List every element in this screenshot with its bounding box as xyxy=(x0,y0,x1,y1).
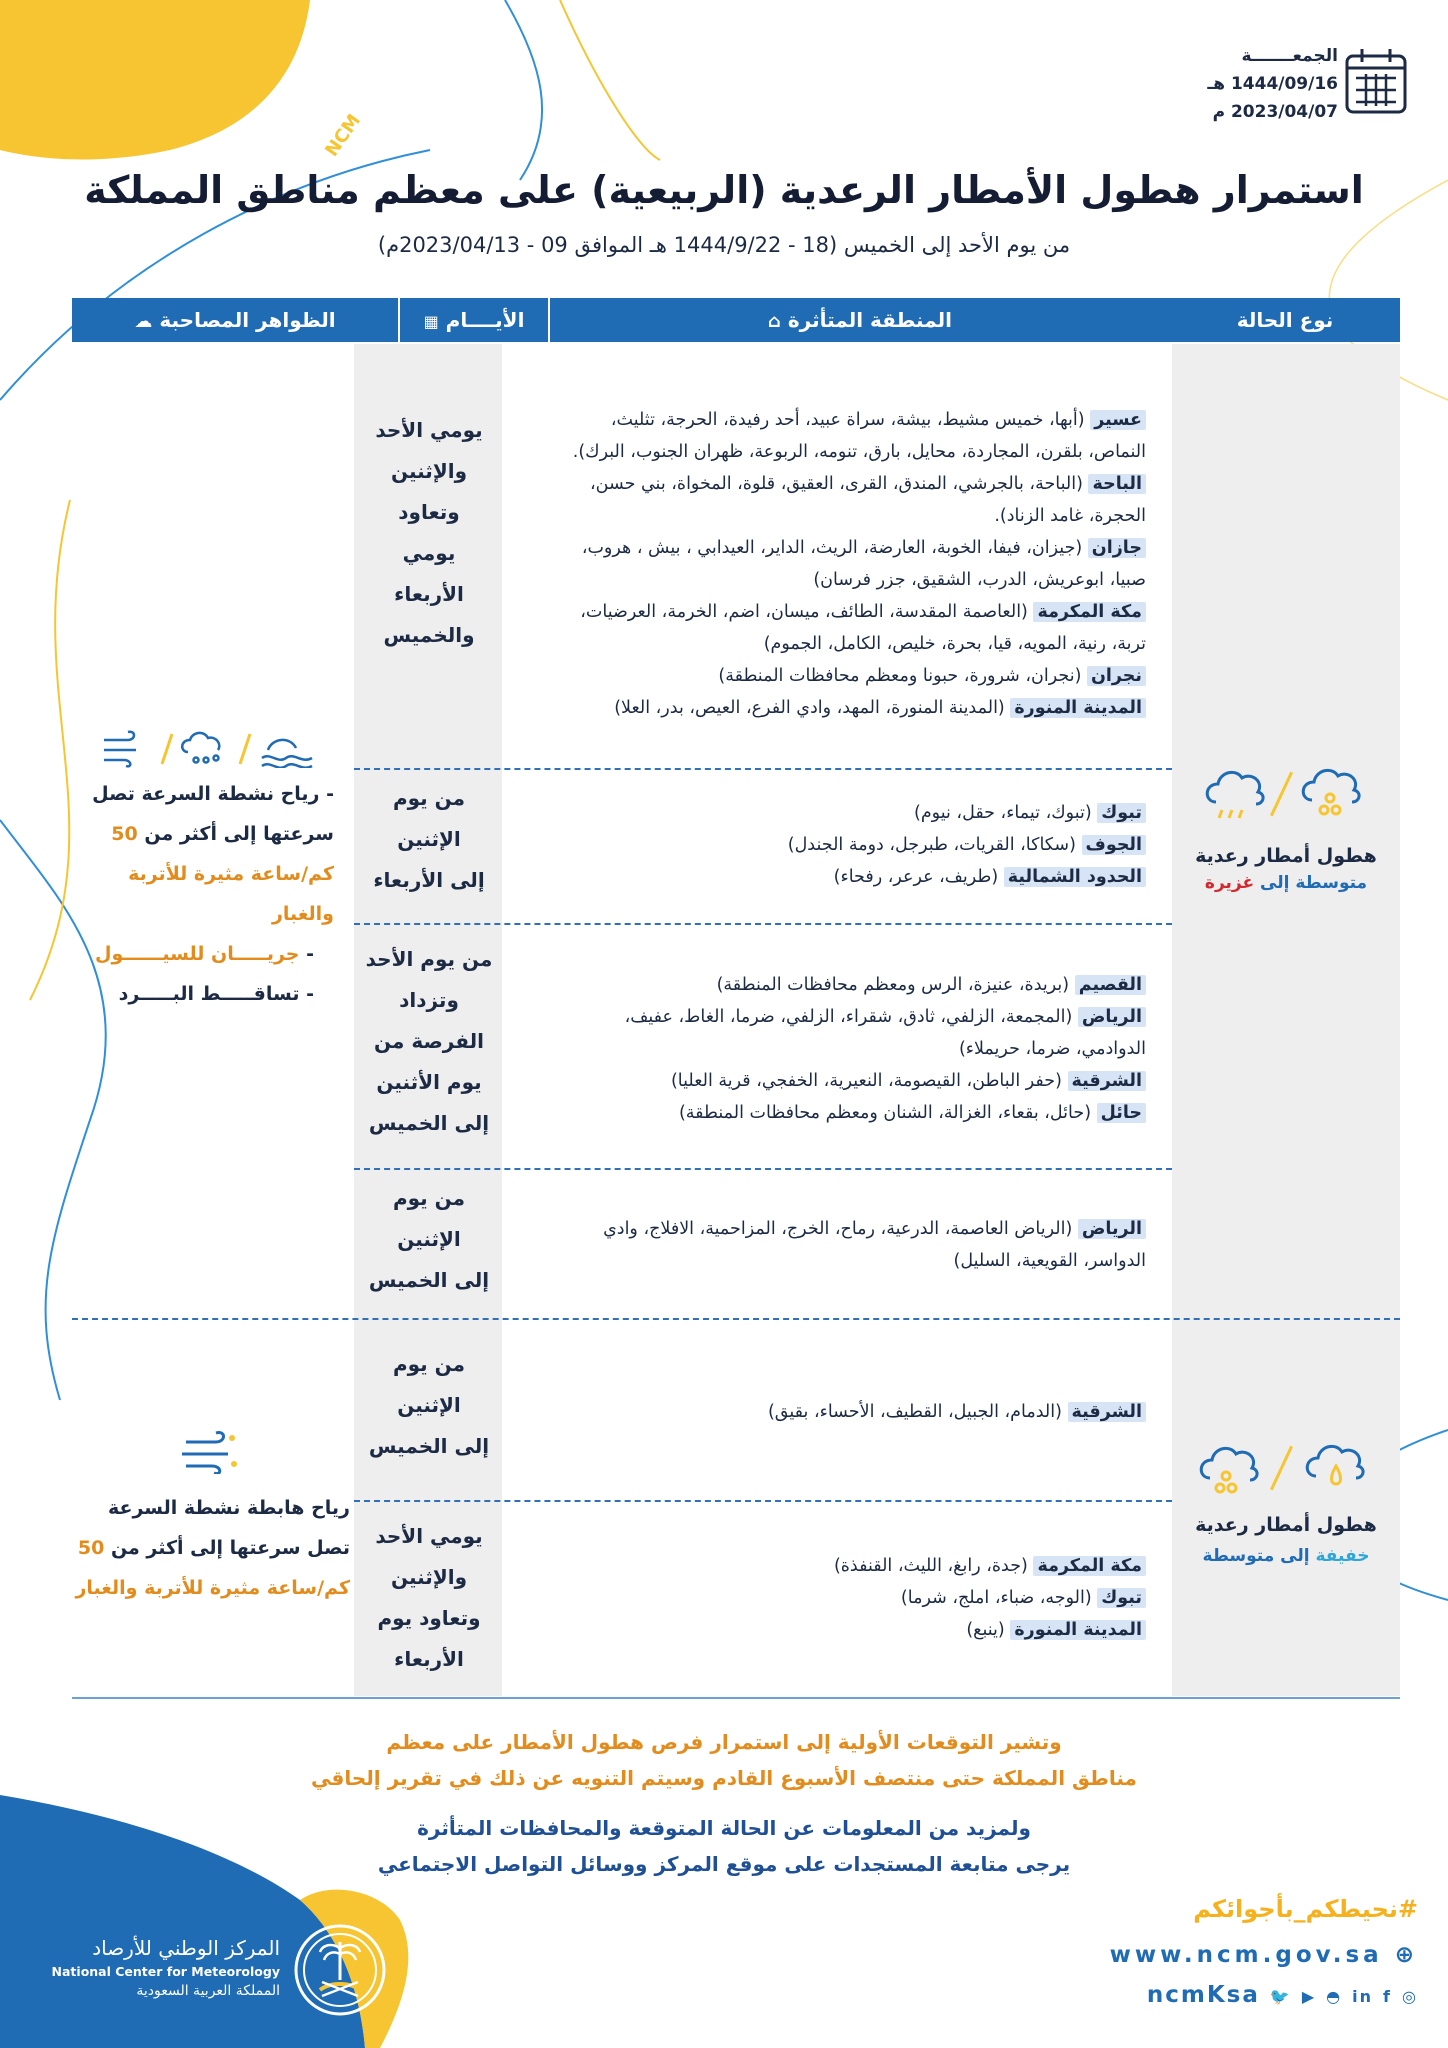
region-name: الجوف xyxy=(1082,835,1146,855)
days-line: يومي الأحد xyxy=(375,418,483,442)
days-line: وتزداد xyxy=(399,988,459,1012)
hashtag[interactable]: #نحيطكم_بأجوائكم xyxy=(1193,1895,1418,1923)
region-line xyxy=(506,1065,1146,1097)
row-divider xyxy=(354,923,1172,925)
day-name: الجمعـــــــة xyxy=(1241,46,1338,66)
social-row[interactable] xyxy=(1147,1982,1418,2008)
country-name: المملكة العربية السعودية xyxy=(136,1983,280,1999)
info-note xyxy=(200,1810,1248,1882)
header-divider xyxy=(548,298,550,342)
days-line: وتعاود xyxy=(398,500,460,524)
drop-cloud-icon xyxy=(1300,1436,1372,1500)
phenomena-text: جريـــــان للسيــــــول xyxy=(95,943,300,965)
ncm-logo-icon xyxy=(290,1920,390,2020)
org-name-ar: المركز الوطني للأرصاد xyxy=(92,1936,280,1960)
region-line xyxy=(506,660,1146,692)
phenomena-line xyxy=(72,1528,350,1568)
region-line xyxy=(506,1213,1146,1245)
org-name-en: National Center for Meteorology xyxy=(51,1964,280,1979)
region-line xyxy=(506,1001,1146,1033)
region-line xyxy=(506,564,1146,596)
header-region-label: المنطقة المتأثرة xyxy=(787,308,952,332)
intensity-to: متوسطة xyxy=(1202,1546,1275,1566)
dust-wave-icon xyxy=(262,740,312,768)
region-name: مكة المكرمة xyxy=(1033,1556,1146,1576)
intensity-from: خفيفة xyxy=(1315,1546,1370,1566)
region-cell xyxy=(506,1213,1146,1277)
social-handle[interactable]: ncmKsa xyxy=(1146,1982,1260,2008)
region-name: الحدود الشمالية xyxy=(1004,867,1146,887)
linkedin-icon[interactable]: in xyxy=(1352,1987,1374,2006)
table-header xyxy=(72,298,1400,342)
days-line: الأربعاء xyxy=(394,582,464,606)
case-type-title: هطول أمطار رعدية xyxy=(1195,1514,1377,1536)
facebook-icon[interactable]: f xyxy=(1383,1987,1393,2006)
date-block xyxy=(1118,42,1338,126)
days-line: والإثنين xyxy=(390,1565,467,1589)
website-row[interactable] xyxy=(1110,1942,1418,1968)
saudi-map-icon: ⌂ xyxy=(768,311,781,332)
region-cities: النماص، بلقرن، المجاردة، محايل، بارق، تنومه، الربوعة، ظهران الجنوب، البرك). xyxy=(572,442,1146,462)
intensity-to-word: إلى xyxy=(1260,873,1290,893)
days-line: الأربعاء xyxy=(394,1647,464,1671)
hijri-date: 1444/09/16 هـ xyxy=(1207,74,1338,94)
snapchat-icon[interactable]: ◓ xyxy=(1326,1987,1343,2006)
speed-value: 50 xyxy=(77,1537,105,1559)
youtube-icon[interactable]: ▶ xyxy=(1301,1987,1317,2006)
region-cities: الدوادمي، ضرما، حريملاء) xyxy=(958,1039,1146,1059)
region-cities: (الوجه، ضباء، املج، شرما) xyxy=(900,1588,1092,1608)
region-cities: (نجران، شرورة، حبونا ومعظم محافظات المنطقة) xyxy=(718,666,1082,686)
phenomena-cell xyxy=(72,1488,350,1608)
intensity-to: غزيرة xyxy=(1204,873,1255,893)
days-line: إلى الخميس xyxy=(368,1111,490,1135)
days-line: يومي الأحد xyxy=(375,1524,483,1548)
region-line xyxy=(506,628,1146,660)
region-name: القصيم xyxy=(1075,975,1146,995)
region-line xyxy=(506,1396,1146,1428)
bullet-dash: - xyxy=(306,983,314,1005)
case-type-title: هطول أمطار رعدية xyxy=(1195,845,1377,867)
region-cities: (تبوك، تيماء، حقل، نيوم) xyxy=(914,803,1092,823)
region-cities: (أبها، خميس مشيط، بيشة، سراة عبيد، أحد رفيدة، الحرجة، تثليث، xyxy=(610,410,1085,430)
region-cell xyxy=(506,404,1146,724)
instagram-icon[interactable]: ◎ xyxy=(1402,1987,1418,2006)
region-line xyxy=(506,1582,1146,1614)
days-line: إلى الأربعاء xyxy=(373,868,485,892)
region-cities: (المجمعة، الزلفي، ثادق، شقراء، الزلفي، ضرما، الغاط، عفيف، xyxy=(624,1007,1073,1027)
phenomena-line xyxy=(72,974,334,1014)
days-cell xyxy=(354,778,504,901)
region-line xyxy=(506,1614,1146,1646)
note-line: ولمزيد من المعلومات عن الحالة المتوقعة والمحافظات المتأثرة xyxy=(417,1816,1031,1840)
cloud-wind-icon: ☁ xyxy=(134,311,153,332)
region-line xyxy=(506,1033,1146,1065)
days-cell xyxy=(354,410,504,656)
region-line xyxy=(506,969,1146,1001)
phenomena-cell xyxy=(72,774,334,1014)
region-cities: (الباحة، بالجرشي، المندق، القرى، العقيق، قلوة، المخواة، بني حسن، xyxy=(589,474,1083,494)
wind-icon xyxy=(104,732,136,767)
header-phenomena-label: الظواهر المصاحبة xyxy=(159,308,336,332)
region-line xyxy=(506,829,1146,861)
region-cities: (سكاكا، القريات، طبرجل، دومة الجندل) xyxy=(787,835,1076,855)
header-phenomena xyxy=(72,298,398,342)
region-line xyxy=(506,404,1146,436)
table-bottom-rule xyxy=(72,1697,1400,1699)
header-type: نوع الحالة xyxy=(1236,308,1334,332)
days-line: وتعاود يوم xyxy=(377,1606,481,1630)
region-cities: (حائل، بقعاء، الغزالة، الشنان ومعظم محافظات المنطقة) xyxy=(678,1103,1092,1123)
phenomena-text: تصل سرعتها إلى أكثر من xyxy=(110,1537,350,1559)
phenomena-line: كم/ساعة مثيرة للأتربة والغبار xyxy=(128,863,334,925)
row-divider xyxy=(354,1500,1172,1502)
days-line: الإثنين xyxy=(397,1393,461,1417)
days-line: الإثنين xyxy=(397,827,461,851)
region-line xyxy=(506,436,1146,468)
case-type xyxy=(1172,845,1400,893)
days-line: الفرصة من xyxy=(374,1029,484,1053)
days-line: من يوم xyxy=(392,1186,466,1210)
days-cell xyxy=(354,1344,504,1467)
page-subtitle: من يوم الأحد إلى الخميس (18 - 1444/9/22 هـ الموافق 09 - 2023/04/13م) xyxy=(377,233,1071,257)
region-cities: الدواسر، القويعية، السليل) xyxy=(953,1251,1146,1271)
intensity-to-word: إلى xyxy=(1280,1546,1310,1566)
phenomena-text: تساقـــــط البـــــرد xyxy=(118,983,300,1005)
days-line: من يوم xyxy=(392,1352,466,1376)
website-link[interactable]: www.ncm.gov.sa xyxy=(1109,1942,1383,1968)
bullet-dash: - xyxy=(306,943,314,965)
header-days-label: الأيــــام xyxy=(445,308,525,332)
phenomena-line: - رياح نشطة السرعة تصل xyxy=(92,783,334,805)
days-line: إلى الخميس xyxy=(368,1268,490,1292)
page-title: استمرار هطول الأمطار الرعدية (الربيعية) على معظم مناطق المملكة xyxy=(84,168,1364,212)
region-name: الرياض xyxy=(1078,1007,1146,1027)
org-name-block xyxy=(30,1936,280,1999)
region-name: الباحة xyxy=(1088,474,1146,494)
region-line xyxy=(506,532,1146,564)
region-cities: (الرياض العاصمة، الدرعية، رماح، الخرج، المزاحمية، الافلاج، وادي xyxy=(603,1219,1073,1239)
case-type-intensity xyxy=(1172,1546,1400,1566)
region-cities: تربة، رنية، المويه، قيا، بحرة، خليص، الكامل، الجموم) xyxy=(763,634,1146,654)
region-cities: (جيزان، فيفا، الخوبة، العارضة، الريث، الداير، العيدابي ، بيش ، هروب، xyxy=(581,538,1083,558)
note-line: وتشير التوقعات الأولية إلى استمرار فرص هطول الأمطار على معظم xyxy=(386,1730,1062,1754)
case-type xyxy=(1172,1514,1400,1566)
region-cell xyxy=(506,969,1146,1129)
days-line: من يوم xyxy=(392,786,466,810)
region-line xyxy=(506,596,1146,628)
heavy-rain-cloud-icon xyxy=(1296,760,1368,824)
phenomena-line: رياح هابطة نشطة السرعة xyxy=(107,1497,350,1519)
region-name: الشرقية xyxy=(1068,1071,1146,1091)
region-cities: (بريدة، عنيزة، الرس ومعظم محافظات المنطقة) xyxy=(716,975,1070,995)
days-line: يومي xyxy=(402,541,456,565)
region-name: المدينة المنورة xyxy=(1010,698,1146,718)
phenomena-line xyxy=(72,814,334,854)
region-line xyxy=(506,797,1146,829)
row-divider xyxy=(354,1168,1172,1170)
region-cities: (العاصمة المقدسة، الطائف، ميسان، اضم، الخرمة، العرضيات، xyxy=(580,602,1028,622)
gregorian-date: 2023/04/07 م xyxy=(1212,102,1338,122)
phenomena-line xyxy=(72,934,334,974)
days-line: والإثنين xyxy=(390,459,467,483)
region-cell xyxy=(506,797,1146,893)
days-line: والخميس xyxy=(383,623,475,647)
region-cities: (المدينة المنورة، المهد، وادي الفرع، العيص، بدر، العلا) xyxy=(614,698,1005,718)
header-divider xyxy=(398,298,400,342)
header-region xyxy=(550,298,1170,342)
region-line xyxy=(506,1550,1146,1582)
region-name: المدينة المنورة xyxy=(1010,1620,1146,1640)
region-cities: (الدمام، الجبيل، القطيف، الأحساء، بقيق) xyxy=(767,1402,1062,1422)
hail-icon xyxy=(182,733,219,763)
case-type-intensity xyxy=(1172,873,1400,893)
region-cities: صبيا، ابوعريش، الدرب، الشقيق، جزر فرسان) xyxy=(813,570,1146,590)
phenomena-line: كم/ساعة مثيرة للأتربة والغبار xyxy=(75,1577,350,1599)
days-line: إلى الخميس xyxy=(368,1434,490,1458)
phenomena-text: سرعتها إلى أكثر من xyxy=(144,823,334,845)
note-line: يرجى متابعة المستجدات على موقع المركز ووسائل التواصل الاجتماعي xyxy=(377,1852,1071,1876)
region-line xyxy=(506,500,1146,532)
speed-value: 50 xyxy=(111,823,138,845)
wind-icon xyxy=(180,1430,240,1474)
days-cell xyxy=(354,1516,504,1680)
days-cell xyxy=(354,1178,504,1301)
phenomena-icons xyxy=(100,728,320,768)
intensity-from: متوسطة xyxy=(1295,873,1368,893)
days-cell xyxy=(354,939,504,1144)
days-line: يوم الأثنين xyxy=(376,1070,482,1094)
region-name: جازان xyxy=(1088,538,1146,558)
region-cities: (حفر الباطن، القيصومة، النعيرية، الخفجي، قرية العليا) xyxy=(670,1071,1062,1091)
region-cell xyxy=(506,1550,1146,1646)
days-line: من يوم الأحد xyxy=(365,947,493,971)
globe-icon: ⊕ xyxy=(1394,1942,1418,1968)
region-name: الشرقية xyxy=(1068,1402,1146,1422)
region-name: نجران xyxy=(1087,666,1146,686)
region-name: تبوك xyxy=(1097,1588,1146,1608)
region-name: مكة المكرمة xyxy=(1033,602,1146,622)
region-cities: (طريف، عرعر، رفحاء) xyxy=(833,867,999,887)
case-divider xyxy=(72,1318,1400,1320)
header-days xyxy=(400,298,548,342)
region-cities: (جدة، رابغ، الليث، القنفذة) xyxy=(833,1556,1028,1576)
region-cities: الحجرة، غامد الزناد). xyxy=(994,506,1146,526)
region-name: حائل xyxy=(1097,1103,1146,1123)
note-line: مناطق المملكة حتى منتصف الأسبوع القادم وسيتم التنويه عن ذلك في تقرير إلحاقي xyxy=(311,1766,1137,1790)
region-line xyxy=(506,1097,1146,1129)
region-name: الرياض xyxy=(1078,1219,1146,1239)
region-line xyxy=(506,861,1146,893)
days-line: الإثنين xyxy=(397,1227,461,1251)
region-name: عسير xyxy=(1090,410,1146,430)
region-cell xyxy=(506,1396,1146,1428)
row-divider xyxy=(354,768,1172,770)
calendar-small-icon: ▦ xyxy=(423,312,439,331)
hail-cloud-icon xyxy=(1194,1438,1266,1502)
region-line xyxy=(506,1245,1146,1277)
rain-cloud-icon xyxy=(1200,762,1272,826)
region-cities: (ينبع) xyxy=(966,1620,1005,1640)
region-line xyxy=(506,468,1146,500)
calendar-icon xyxy=(1344,46,1408,116)
brand-tag: NCM xyxy=(321,110,365,161)
forecast-note xyxy=(200,1724,1248,1796)
twitter-icon[interactable]: 🐦 xyxy=(1269,1987,1292,2006)
region-line xyxy=(506,692,1146,724)
region-name: تبوك xyxy=(1097,803,1146,823)
